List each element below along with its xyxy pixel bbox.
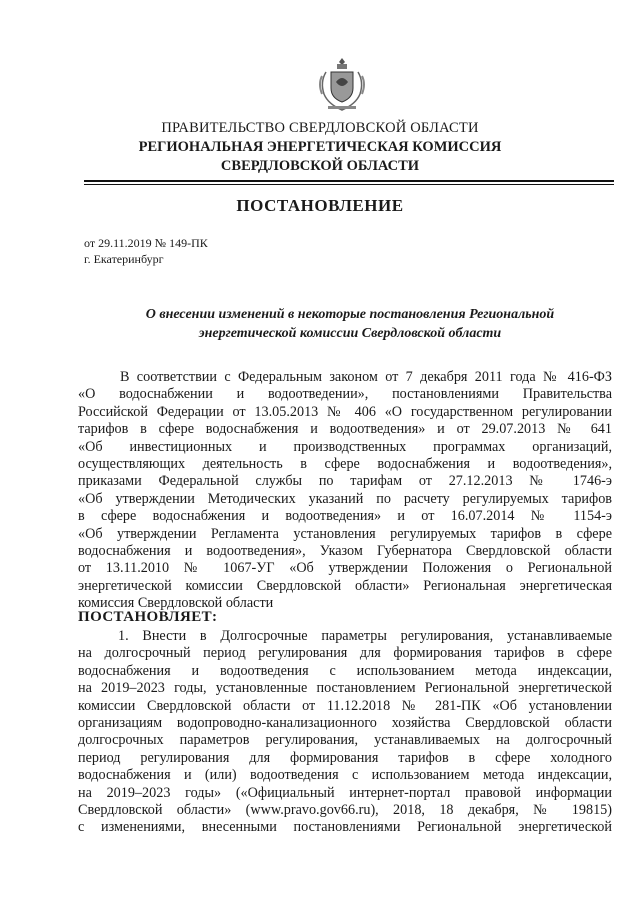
header-divider-thick	[84, 180, 614, 182]
text-line: «Об утверждении Методических указаний по расчету регулируемых тарифов	[78, 490, 612, 507]
government-name: ПРАВИТЕЛЬСТВО СВЕРДЛОВСКОЙ ОБЛАСТИ	[161, 120, 479, 136]
header-divider-thin	[84, 184, 614, 185]
text-line: «Об инвестиционных и производственных программах организаций,	[78, 438, 612, 455]
document-city: г. Екатеринбург	[84, 252, 164, 266]
text-line: «Об утверждении Регламента установления регулируемых тарифов в сфере	[78, 525, 612, 542]
text-line: организациям водопроводно-канализационного хозяйства Свердловской области	[78, 714, 612, 731]
text-line: водоснабжения и водоотведения», Указом Губернатора Свердловской области	[78, 542, 612, 559]
text-line: энергетической комиссии Свердловской области» Региональная энергетическая	[78, 577, 612, 594]
text-line: приказами Федеральной службы по тарифам от 27.12.2013 № 1746-э	[78, 473, 612, 490]
commission-name: РЕГИОНАЛЬНАЯ ЭНЕРГЕТИЧЕСКАЯ КОМИССИЯ	[138, 139, 502, 155]
paragraph-item-1	[78, 628, 612, 837]
text-line: период регулирования для формирования тарифов в сфере холодного	[78, 749, 612, 766]
text-line: комиссия Свердловской области	[78, 595, 274, 612]
document-subject	[90, 305, 610, 343]
resolves-heading: ПОСТАНОВЛЯЕТ:	[78, 609, 218, 625]
text-line: долгосрочных параметров регулирования, устанавливаемых на долгосрочный	[78, 732, 612, 749]
text-line: тарифов в сфере водоснабжения и водоотведения» и от 29.07.2013 № 641	[78, 421, 612, 438]
text-line: комиссии Свердловской области от 11.12.2018 № 281-ПК «Об установлении	[78, 697, 612, 714]
text-line: в сфере водоснабжения и водоотведения» и от 16.07.2014 № 1154-э	[78, 508, 612, 525]
subject-line: О внесении изменений в некоторые постановления Региональной	[145, 307, 555, 322]
text-line: осуществляющих деятельность в сфере водоснабжения и водоотведения»,	[78, 455, 612, 472]
text-line: на долгосрочный период регулирования для формирования тарифов в сфере	[78, 645, 612, 662]
commission-region: СВЕРДЛОВСКОЙ ОБЛАСТИ	[220, 158, 420, 174]
coat-of-arms-emblem	[316, 56, 368, 112]
text-line: «О водоснабжении и водоотведении», постановлениями Правительства	[78, 386, 612, 403]
text-line: Свердловской области» (www.pravo.gov66.ru), 2018, 18 декабря, № 19815)	[78, 801, 612, 818]
document-date-number: от 29.11.2019 № 149-ПК	[84, 236, 208, 250]
subject-line: энергетической комиссии Свердловской области	[198, 326, 502, 341]
text-line: на 2019–2023 годы, установленные постановлением Региональной энергетической	[78, 680, 612, 697]
text-line: В соответствии с Федеральным законом от 7 декабря 2011 года № 416-ФЗ	[120, 369, 612, 385]
text-line: от 13.11.2010 № 1067-УГ «Об утверждении Положения о Региональной	[78, 560, 612, 577]
text-line: 1. Внести в Долгосрочные параметры регулирования, устанавливаемые	[118, 628, 612, 644]
document-title: ПОСТАНОВЛЕНИЕ	[236, 196, 404, 215]
text-line: Российской Федерации от 13.05.2013 № 406 «О государственном регулировании	[78, 403, 612, 420]
text-line: на 2019–2023 годы» («Официальный интернет-портал правовой информации	[78, 784, 612, 801]
text-line: водоснабжения и (или) водоотведения с использованием метода индексации,	[78, 767, 612, 784]
paragraph-preamble	[78, 369, 612, 612]
text-line: водоснабжения и водоотведения с использованием метода индексации,	[78, 662, 612, 679]
text-line: с изменениями, внесенными постановлениями Региональной энергетической	[78, 819, 612, 836]
